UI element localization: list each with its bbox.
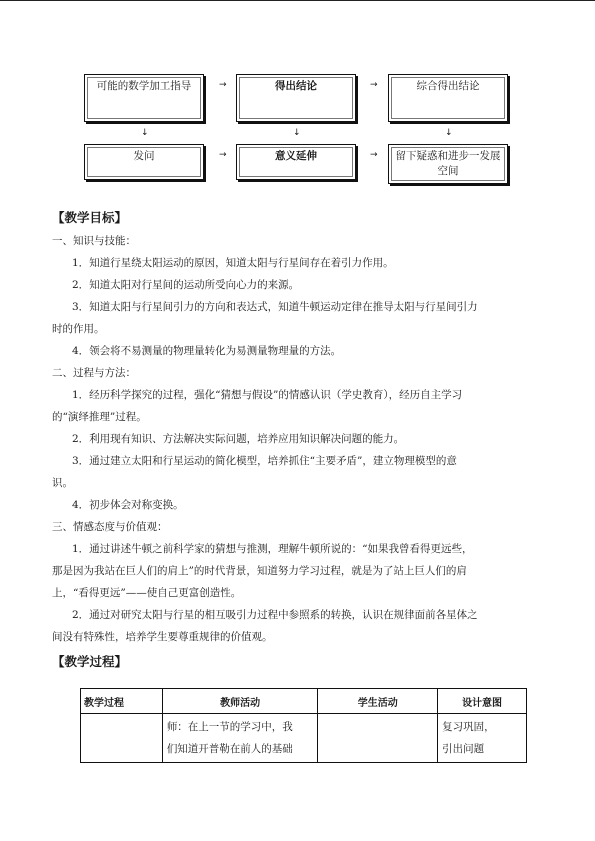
flow-box-label: 得出结论	[275, 80, 317, 92]
column-header-intent: 设计意图	[438, 689, 527, 714]
flow-box-questioning	[84, 144, 204, 180]
table-header-row	[81, 689, 527, 714]
goal-item-continued: 时的作用。	[52, 323, 105, 335]
table-cell-teacher	[162, 714, 318, 763]
page-top-rule	[0, 0, 595, 1]
goals-heading-knowledge: 一、知识与技能：	[52, 235, 136, 247]
teaching-goals-title: 【教学目标】	[52, 210, 128, 225]
arrow-right-icon: →	[219, 80, 227, 90]
cell-line: 师：在上一节的学习中，我	[166, 721, 293, 733]
table-cell-process	[81, 714, 163, 763]
goal-item: 1．经历科学探究的过程，强化“猜想与假设”的情感认识（学史教育），经历自主学习	[72, 389, 463, 401]
flow-box-label: 发问	[133, 150, 155, 162]
arrow-down-icon: ↓	[141, 128, 149, 138]
goals-heading-process: 二、过程与方法：	[52, 367, 136, 379]
flow-box-conclusion	[236, 74, 356, 122]
arrow-down-icon: ↓	[293, 128, 301, 138]
arrow-right-icon: →	[370, 80, 378, 90]
goal-item: 2．利用现有知识、方法解决实际问题，培养应用知识解决问题的能力。	[72, 433, 405, 445]
goal-item-continued: 间没有特殊性，培养学生要尊重规律的价值观。	[52, 631, 273, 643]
teaching-process-title: 【教学过程】	[52, 654, 128, 669]
goals-heading-attitude: 三、情感态度与价值观：	[52, 521, 168, 533]
flow-box-combined-conclusion	[388, 74, 508, 122]
column-header-teacher: 教师活动	[162, 689, 318, 714]
arrow-right-icon: →	[370, 150, 378, 160]
flow-box-label: 综合得出结论	[416, 80, 480, 92]
flow-box-label: 可能的数学加工指导	[96, 80, 192, 92]
arrow-right-icon: →	[219, 150, 227, 160]
goal-item: 3．知道太阳与行星间引力的方向和表达式，知道牛顿运动定律在推导太阳与行星间引力	[72, 301, 478, 313]
column-header-student: 学生活动	[318, 689, 438, 714]
cell-line: 们知道开普勒在前人的基础	[166, 743, 293, 755]
column-header-process: 教学过程	[81, 689, 163, 714]
flow-box-label: 留下疑惑和进步一发展空间	[395, 150, 501, 177]
goal-item-continued: 那是因为我站在巨人们的肩上”的时代背景，知道努力学习过程，就是为了站上巨人们的肩	[52, 565, 467, 577]
teaching-process-table	[80, 688, 527, 763]
cell-line: 引出问题	[442, 743, 485, 755]
goal-item: 1．通过讲述牛顿之前科学家的猜想与推测，理解牛顿所说的：“如果我曾看得更远些，	[72, 543, 473, 555]
goal-item: 2．通过对研究太阳与行星的相互吸引力过程中参照系的转换，认识在规律面前各星体之	[72, 609, 478, 621]
goal-item-continued: 的“演绎推理”过程。	[52, 411, 147, 423]
goal-item: 4．初步体会对称变换。	[72, 499, 184, 511]
flow-box-meaning-extension	[236, 144, 356, 180]
table-cell-intent	[438, 714, 527, 763]
table-cell-student	[318, 714, 438, 763]
goal-item-continued: 识。	[52, 477, 73, 489]
goal-item: 3．通过建立太阳和行星运动的简化模型，培养抓住“主要矛盾”，建立物理模型的意	[72, 455, 457, 467]
table-row	[81, 714, 527, 763]
goal-item: 1．知道行星绕太阳运动的原因，知道太阳与行星间存在着引力作用。	[72, 257, 394, 269]
flow-box-further-development	[388, 144, 508, 184]
flow-box-label: 意义延伸	[275, 150, 317, 162]
goal-item-continued: 上，“看得更远”——使自己更富创造性。	[52, 587, 242, 599]
flow-box-math-guidance	[84, 74, 204, 122]
goal-item: 2．知道太阳对行星间的运动所受向心力的来源。	[72, 279, 300, 291]
goal-item: 4．领会将不易测量的物理量转化为易测量物理量的方法。	[72, 345, 342, 357]
arrow-down-icon: ↓	[445, 128, 453, 138]
cell-line: 复习巩固，	[442, 721, 495, 733]
